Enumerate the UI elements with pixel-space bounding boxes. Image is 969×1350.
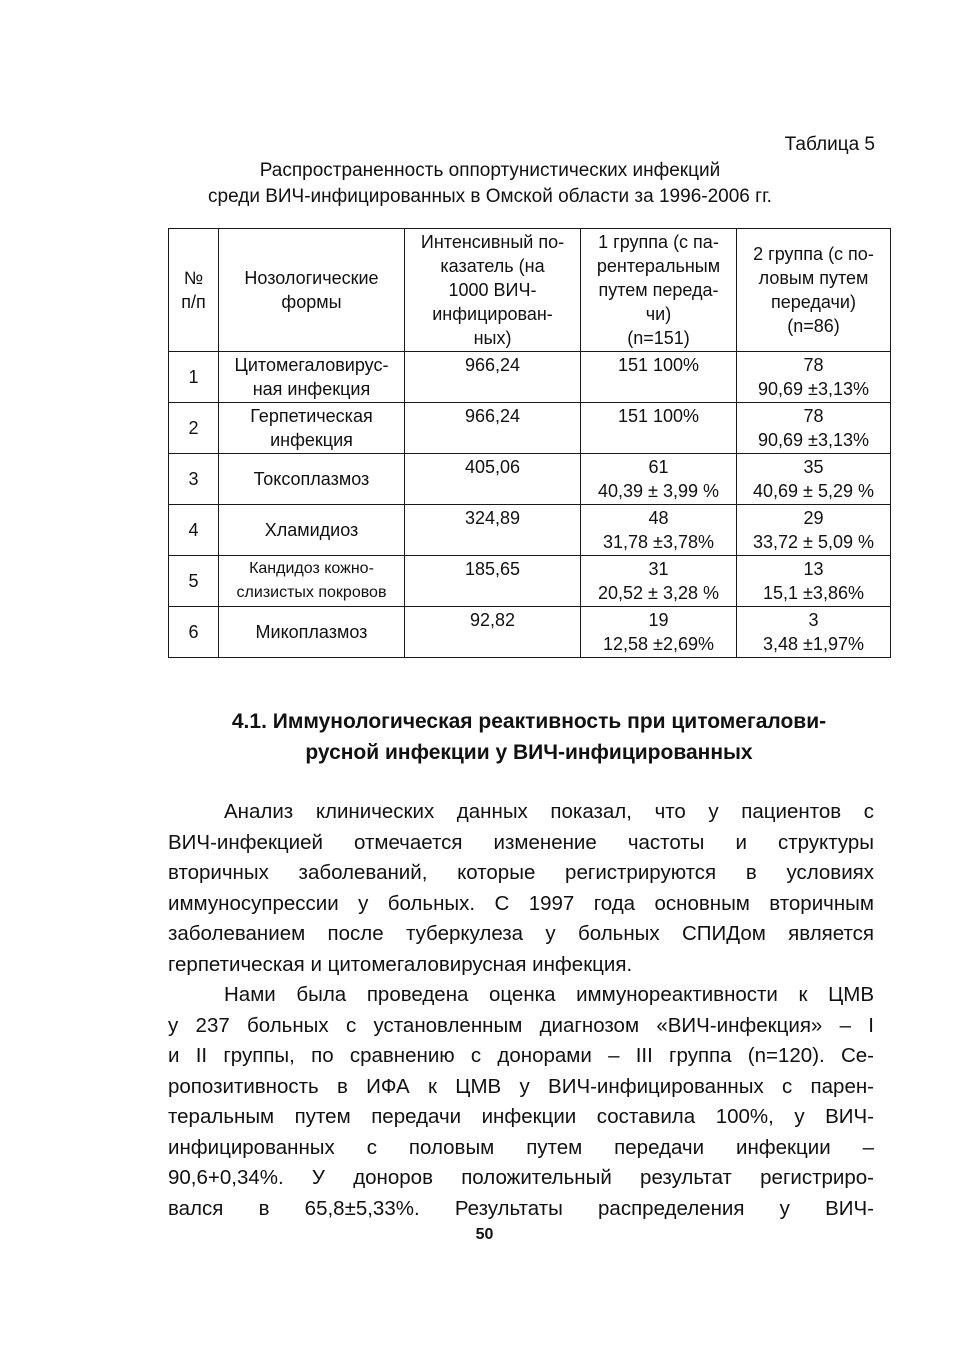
form-line: Герпетическая [250,406,373,426]
paragraph-line: ВИЧ-инфекцией отмечается изменение частоты и структуры [168,830,874,854]
group-2-line: 40,69 ± 5,29 % [753,481,874,501]
group-1-value [581,352,737,403]
table-header-row [169,229,891,352]
header-line: формы [281,292,342,312]
header-line: № [183,268,204,288]
group-1-line: 61 [648,457,669,477]
table-row [169,607,891,658]
group-2-value [737,505,891,556]
group-1-line: 48 [648,508,669,528]
intensity-value: 324,89 [405,505,581,556]
header-group-1 [581,229,737,352]
intensity-value: 966,24 [405,352,581,403]
header-line: ловым путем [758,268,869,288]
nosological-form [219,556,405,607]
group-2-value [737,556,891,607]
nosological-form [219,454,405,505]
paragraph-line: 90,6+0,34%. У доноров положительный результат регистриро- [168,1166,874,1189]
paragraph-line: иммуносупрессии у больных. С 1997 года основным вторичным [168,891,874,915]
table-row [169,556,891,607]
table-label: Таблица 5 [784,134,875,155]
group-2-line: 3,48 ±1,97% [763,634,864,654]
group-2-line: 78 [803,355,824,375]
table-row [169,352,891,403]
header-line: (n=86) [787,316,840,336]
paragraph-line: вторичных заболеваний, которые регистрируются в условиях [168,861,874,884]
paragraph-2 [168,980,874,1224]
paragraph-1 [168,797,874,980]
group-1-value [581,505,737,556]
header-group-2 [737,229,891,352]
form-line: Цитомегаловирус- [234,355,389,375]
nosological-form [219,607,405,658]
paragraph-line: ропозитивность в ИФА к ЦМВ у ВИЧ-инфицированных с парен- [168,1074,874,1098]
header-line: (n=151) [627,328,690,348]
row-number: 3 [169,454,219,505]
header-number [169,229,219,352]
page-number: 50 [475,1226,494,1243]
caption-line: среди ВИЧ-инфицированных в Омской области за 1996-2006 гг. [208,186,772,207]
table-caption [160,158,820,210]
group-2-line: 13 [803,559,824,579]
header-line: казатель (на [440,256,545,276]
table-row [169,403,891,454]
table-row [169,454,891,505]
group-2-line: 29 [803,508,824,528]
table-row [169,505,891,556]
group-2-line: 35 [803,457,824,477]
group-2-value [737,607,891,658]
header-intensity [405,229,581,352]
intensity-value: 405,06 [405,454,581,505]
form-line: инфекция [270,430,353,450]
group-1-line: 20,52 ± 3,28 % [598,583,719,603]
paragraph-line: герпетическая и цитомегаловирусная инфекция. [168,952,633,976]
group-2-line: 90,69 ±3,13% [758,430,869,450]
group-1-line: 31,78 ±3,78% [603,532,714,552]
group-2-line: 33,72 ± 5,09 % [753,532,874,552]
paragraph-line: и II группы, по сравнению с донорами – III группа (n=120). Се- [168,1044,874,1067]
paragraph-line: Анализ клинических данных показал, что у пациентов с [224,800,874,823]
form-line: ная инфекция [252,379,371,399]
group-2-line: 3 [808,610,819,630]
header-line: Интенсивный по- [420,232,565,252]
row-number: 4 [169,505,219,556]
row-number: 1 [169,352,219,403]
intensity-value: 185,65 [405,556,581,607]
form-line: Кандидоз кожно- [249,560,374,577]
group-1-value [581,403,737,454]
group-1-line: 31 [648,559,669,579]
paragraph-line: теральным путем передачи инфекции составила 100%, у ВИЧ- [168,1105,874,1128]
section-heading [168,706,890,768]
group-2-line: 78 [803,406,824,426]
group-1-value [581,454,737,505]
header-line: инфицирован- [432,304,553,324]
nosological-form [219,403,405,454]
nosological-form [219,505,405,556]
form-line: слизистых покровов [236,584,387,601]
group-1-line: 151 100% [617,406,700,426]
group-1-value [581,556,737,607]
paragraph-line: инфицированных с половым путем передачи инфекции – [168,1135,874,1159]
group-1-line: 151 100% [617,355,700,375]
caption-line: Распространенность оппортунистических инфекций [259,160,721,181]
row-number: 5 [169,556,219,607]
section-heading-line: 4.1. Иммунологическая реактивность при цитомегалови- [231,710,827,733]
form-line: Хламидиоз [264,520,359,540]
row-number: 2 [169,403,219,454]
group-1-line: 19 [648,610,669,630]
group-2-value [737,403,891,454]
header-line: чи) [645,304,672,324]
row-number: 6 [169,607,219,658]
header-line: 2 группа (с по- [753,244,874,264]
header-line: 1 группа (с па- [598,232,719,252]
intensity-value: 966,24 [405,403,581,454]
paragraph-line: вался в 65,8±5,33%. Результаты распределения у ВИЧ- [168,1196,874,1220]
header-line: 1000 ВИЧ- [448,280,537,300]
header-line: путем переда- [598,280,719,300]
paragraph-line: у 237 больных с установленным диагнозом «ВИЧ-инфекция» – I [168,1013,874,1037]
header-line: Нозологические [244,268,379,288]
paragraph-line: заболеванием после туберкулеза у больных СПИДом является [168,922,874,945]
table-body [169,352,891,658]
section-heading-line: русной инфекции у ВИЧ-инфицированных [305,741,753,764]
paragraph-line: Нами была проведена оценка иммунореактивности к ЦМВ [224,983,874,1006]
header-line: передачи) [771,292,856,312]
group-1-line: 40,39 ± 3,99 % [598,481,719,501]
nosological-form [219,352,405,403]
group-1-value [581,607,737,658]
header-nosological-forms [219,229,405,352]
header-line: ных) [473,328,512,348]
infections-table [168,228,891,658]
header-line: п/п [181,292,206,312]
form-line: Токсоплазмоз [253,469,370,489]
group-2-value [737,454,891,505]
group-1-line: 12,58 ±2,69% [603,634,714,654]
header-line: рентеральным [596,256,721,276]
form-line: Микоплазмоз [255,622,368,642]
intensity-value: 92,82 [405,607,581,658]
group-2-value [737,352,891,403]
group-2-line: 15,1 ±3,86% [763,583,864,603]
group-2-line: 90,69 ±3,13% [758,379,869,399]
